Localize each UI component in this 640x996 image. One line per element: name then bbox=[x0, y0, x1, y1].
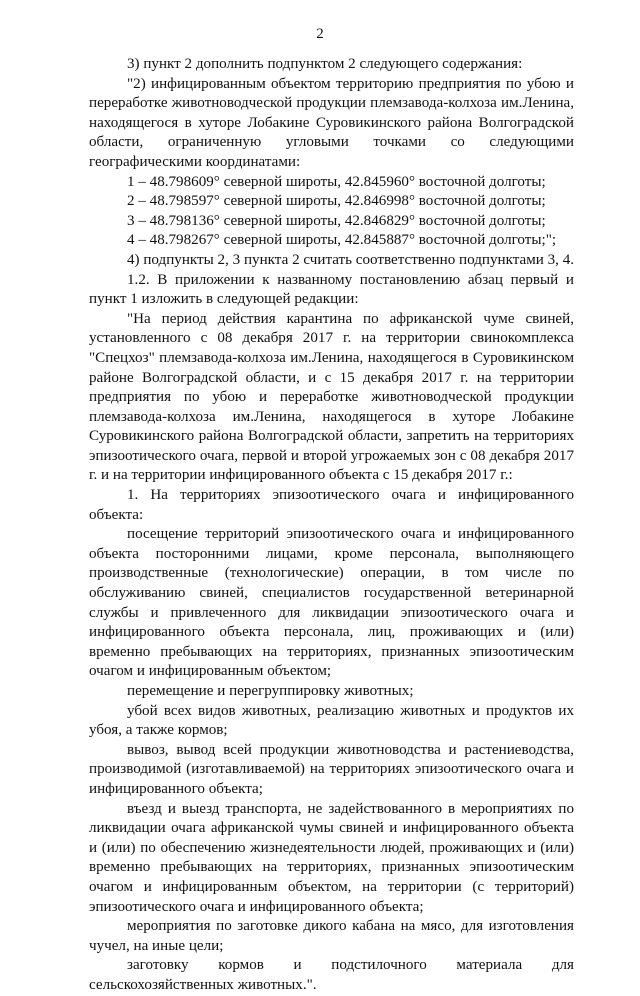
paragraph-restriction-boar-hunting: мероприятия по заготовке дикого кабана на мясо, для изготовления чучел, на иные цели; bbox=[89, 918, 574, 954]
paragraph-restriction-export: вывоз, вывод всей продукции животноводства и растениеводства, производимой (изготавливаемой) на территориях эпизоотического очага и инфицированного объекта; bbox=[89, 741, 574, 797]
paragraph-item-1-heading: 1. На территориях эпизоотического очага и инфицированного объекта: bbox=[89, 487, 574, 523]
page-number: 2 bbox=[316, 26, 324, 42]
paragraph-restriction-movement: перемещение и перегруппировку животных; bbox=[127, 683, 414, 699]
coordinate-point-1: 1 – 48.798609° северной широты, 42.845960° восточной долготы; bbox=[127, 173, 546, 190]
paragraph-amendment-item-3: 3) пункт 2 дополнить подпунктом 2 следующего содержания: bbox=[127, 56, 523, 72]
paragraph-restriction-transport: въезд и выезд транспорта, не задействованного в мероприятиях по ликвидации очага африканской чумы свиней и инфицированного объекта и (или) по обеспечению жизнедеятельности людей, проживающих и (или) временно пребывающих на территориях, признанных эпизоотическим очагом и инфицированным объектом, на территории (с территорий) эпизоотического очага и инфицированного объекта; bbox=[89, 800, 574, 915]
paragraph-amendment-item-4: 4) подпункты 2, 3 пункта 2 считать соответственно подпунктами 3, 4. bbox=[127, 251, 575, 268]
paragraph-quarantine-intro: "На период действия карантина по африканской чуме свиней, установленного с 08 декабря 2017 г. на территории свинокомплекса "Спецхоз" племзавода-колхоза им.Ленина, находящегося в Суровикинском районе Волгоградской области, и с 15 декабря 2017 г. на территории предприятия по убою и переработке животноводческой продукции племзавода-колхоза им.Ленина, находящегося в хуторе Лобакине Суровикинского района Волгоградской области, запретить на территориях эпизоотического очага, первой и второй угрожаемых зон с 08 декабря 2017 г. и на территории инфицированного объекта с 15 декабря 2017 г.: bbox=[89, 310, 574, 484]
coordinate-point-2: 2 – 48.798597° северной широты, 42.846998° восточной долготы; bbox=[127, 193, 546, 210]
paragraph-section-1-2: 1.2. В приложении к названному постановлению абзац первый и пункт 1 изложить в следующей редакции: bbox=[89, 271, 574, 308]
paragraph-restriction-feed: заготовку кормов и подстилочного материала для сельскохозяйственных животных.". bbox=[89, 957, 574, 993]
coordinate-point-4: 4 – 48.798267° северной широты, 42.845887° восточной долготы;"; bbox=[127, 232, 557, 249]
coordinate-point-3: 3 – 48.798136° северной широты, 42.846829° восточной долготы; bbox=[127, 212, 546, 229]
paragraph-restriction-slaughter: убой всех видов животных, реализацию животных и продуктов их убоя, а также кормов; bbox=[89, 702, 574, 739]
paragraph-infected-object-definition: "2) инфицированным объектом территорию предприятия по убою и переработке животноводческой продукции племзавода-колхоза им.Ленина, находящегося в хуторе Лобакине Суровикинского района Волгоградской области, ограниченную угловыми точками со следующими географическими координатами: bbox=[89, 75, 574, 170]
document-body bbox=[89, 55, 574, 996]
paragraph-restriction-visits: посещение территорий эпизоотического очага и инфицированного объекта посторонними лицами, кроме персонала, выполняющего производственные (технологические) операции, в том числе по обслуживанию свиней, специалистов государственной ветеринарной службы и привлеченного для ликвидации эпизоотического очага и инфицированного объекта персонала, лиц, проживающих и (или) временно пребывающих на территориях, признанных эпизоотическим очагом и инфицированным объектом; bbox=[89, 526, 574, 680]
